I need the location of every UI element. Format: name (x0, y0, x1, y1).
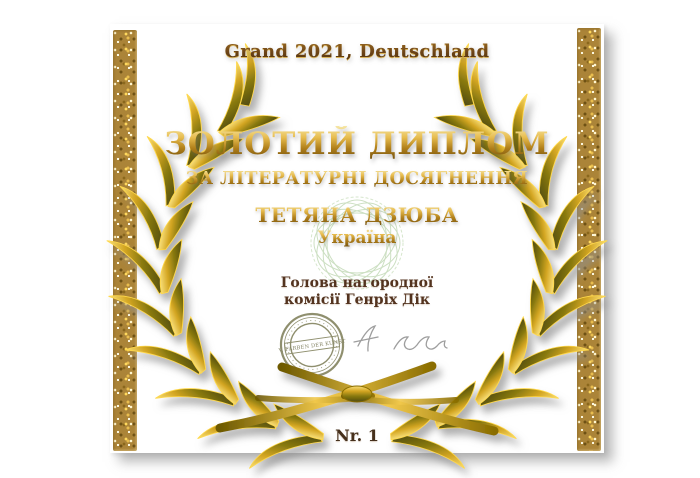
stamp-text: V. FARBEN DER KUNST (278, 338, 347, 354)
laurel-wreath-graphic (107, 43, 607, 478)
signatory-line2: комісії Генріх Дік (284, 292, 430, 308)
recipient-country: Україна (110, 228, 604, 248)
diploma-title: ЗОЛОТИЙ ДИПЛОМ (110, 126, 604, 162)
certificate-number: Nr. 1 (335, 426, 379, 445)
signature-graphic (354, 326, 447, 351)
signatory-line1: Голова нагородної (280, 275, 434, 291)
wreath-knot (342, 386, 372, 402)
diploma-subtitle: ЗА ЛІТЕРАТУРНІ ДОСЯГНЕННЯ (110, 169, 604, 189)
event-title: Grand 2021, Deutschland (110, 41, 604, 62)
signatory-block (110, 275, 604, 309)
recipient-name: ТЕТЯНА ДЗЮБА (110, 203, 604, 227)
